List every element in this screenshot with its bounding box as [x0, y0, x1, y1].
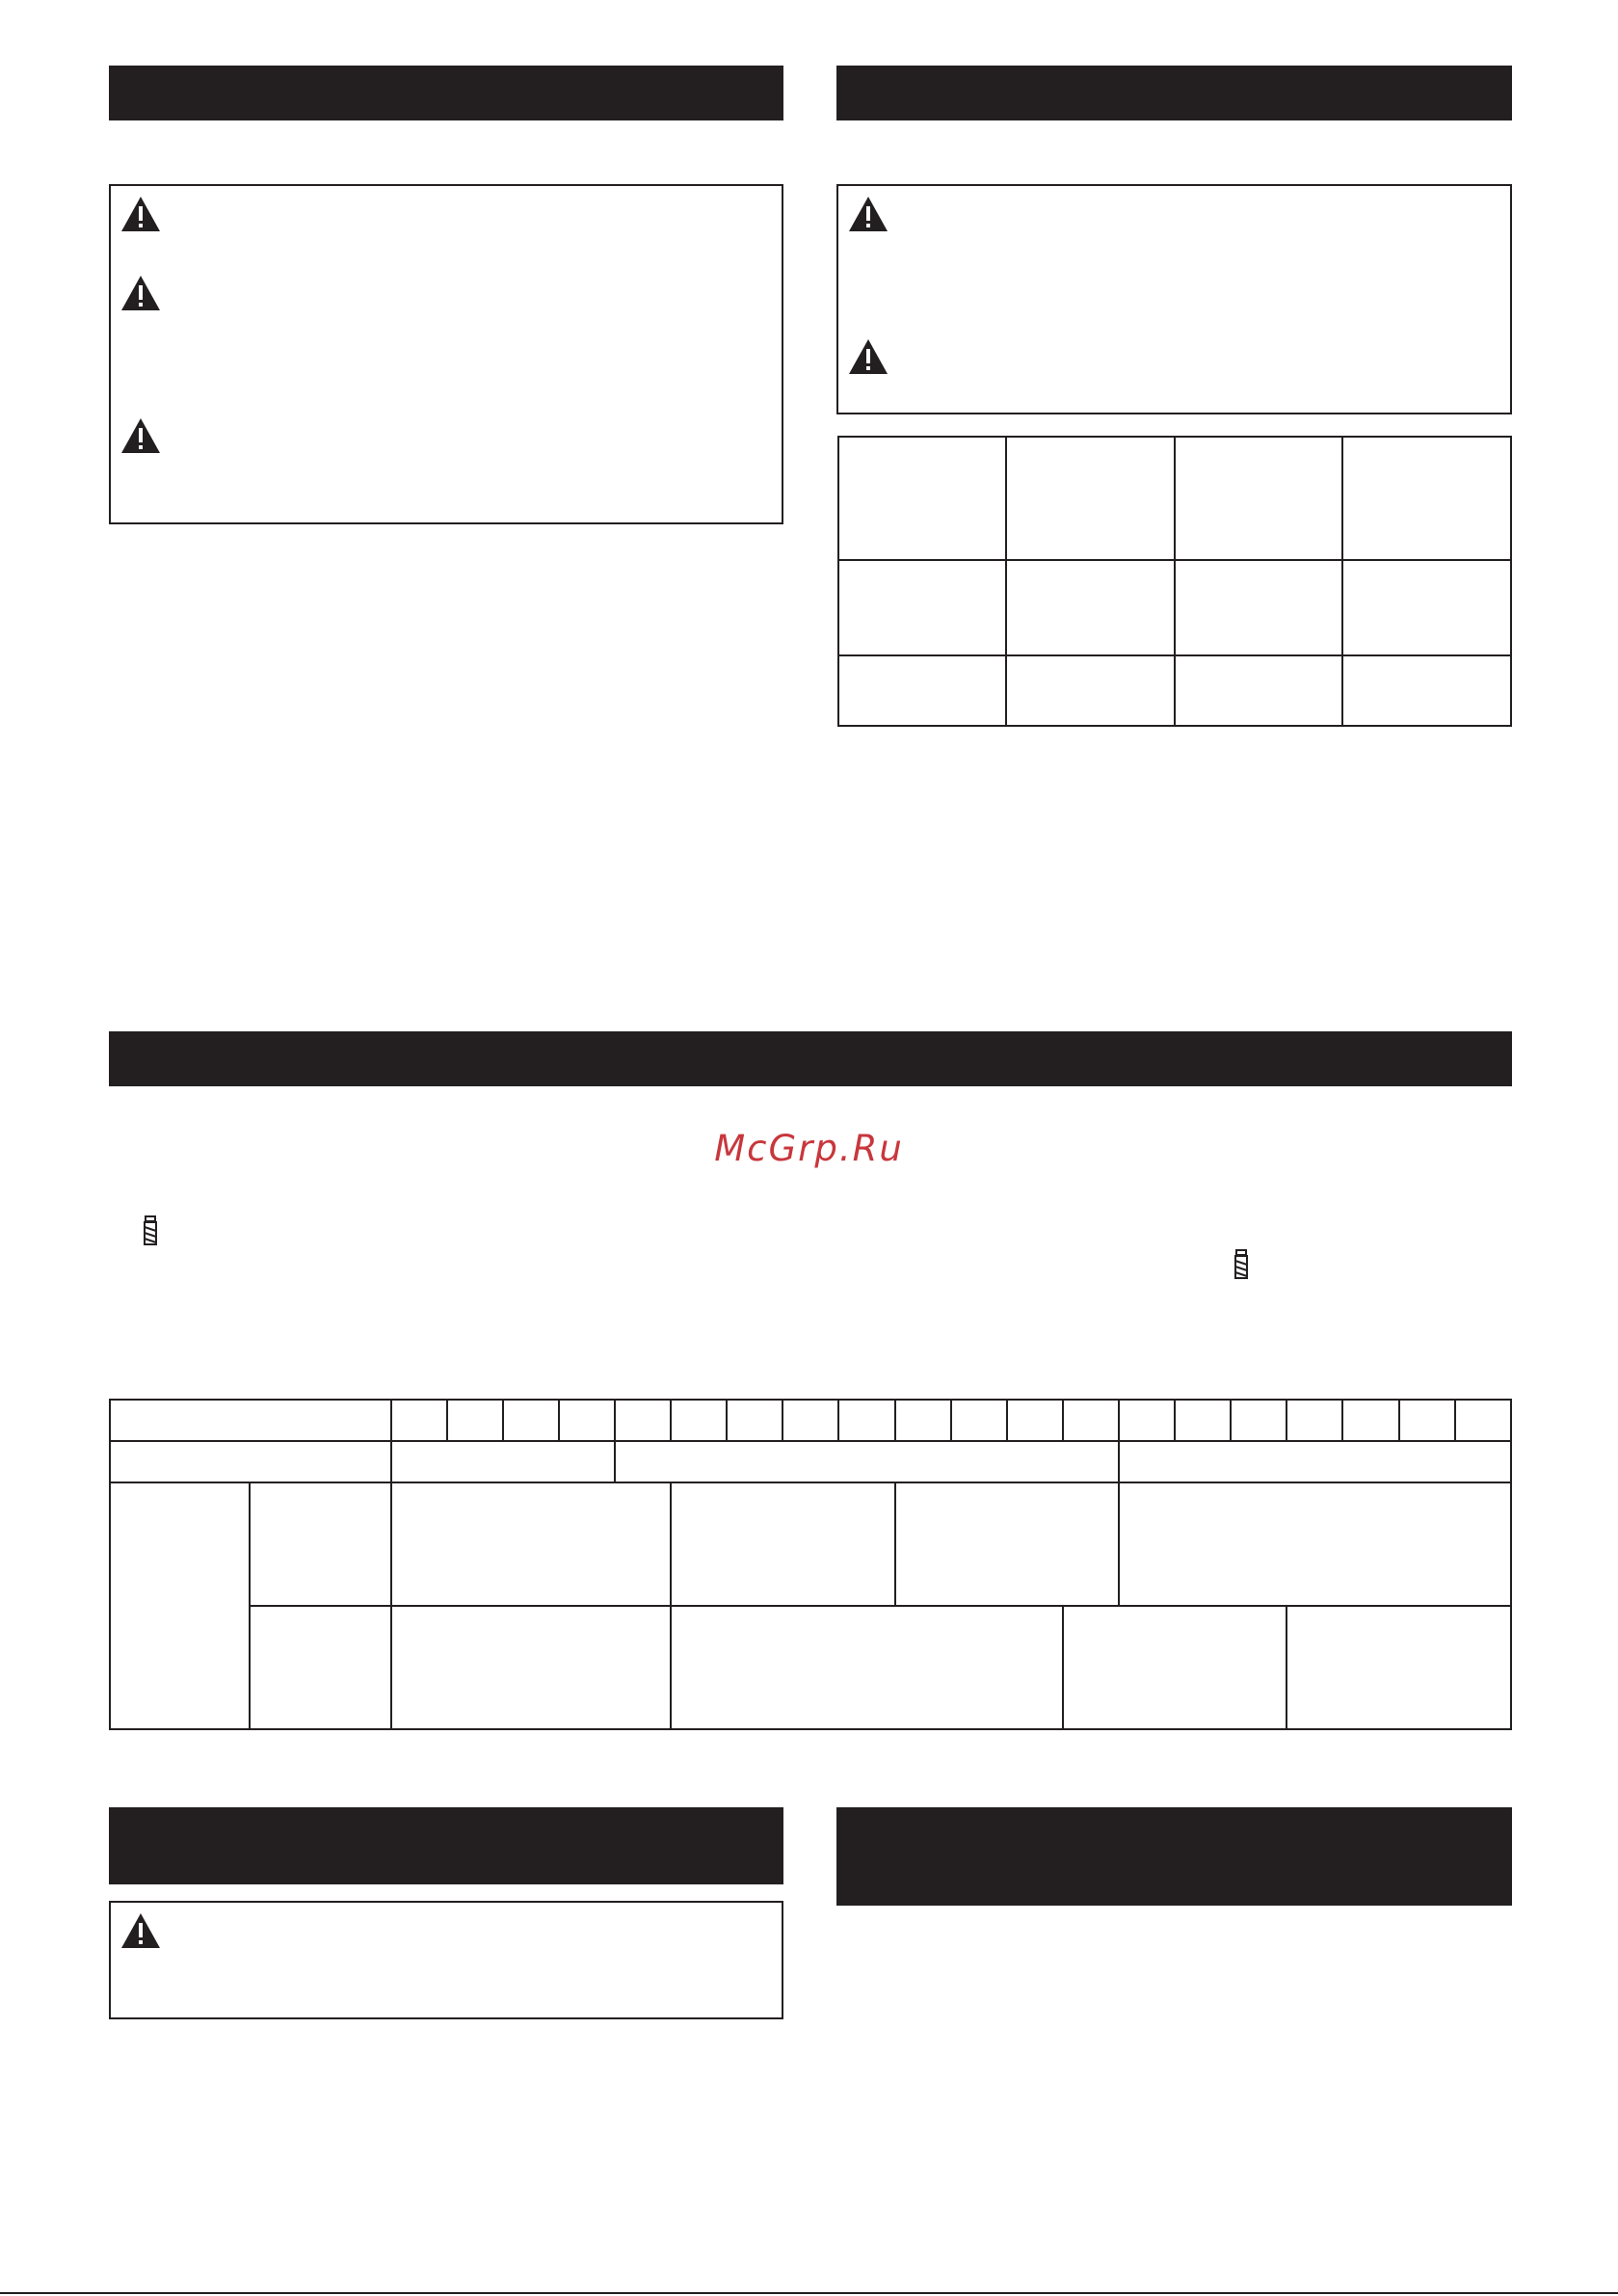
- table-cell: [503, 1400, 559, 1441]
- warning-triangle-icon: [848, 196, 889, 232]
- table-header-cell: [110, 1482, 250, 1729]
- table-cell: [671, 1482, 894, 1606]
- table-cell: [895, 1400, 951, 1441]
- table-cell: [391, 1606, 672, 1729]
- table-cell: [727, 1400, 782, 1441]
- section-header-top-left: [109, 66, 783, 120]
- table-cell: [1342, 437, 1511, 560]
- watermark-label: McGrp.Ru: [714, 1128, 904, 1169]
- section-header-middle: [109, 1031, 1512, 1086]
- table-cell: [1063, 1606, 1286, 1729]
- table-header-cell: [110, 1441, 391, 1482]
- table-cell: [1119, 1441, 1511, 1482]
- section-header-bottom-left: [109, 1807, 783, 1884]
- warning-box-top-left: [109, 184, 783, 524]
- table-cell: [838, 437, 1006, 560]
- table-cell: [391, 1400, 447, 1441]
- warning-triangle-icon: [848, 338, 889, 375]
- specification-table-small: [837, 436, 1512, 727]
- drill-bit-icon: [142, 1215, 159, 1248]
- warning-triangle-icon: [120, 1912, 161, 1949]
- table-cell: [838, 655, 1006, 726]
- table-cell: [1175, 437, 1342, 560]
- table-cell: [671, 1400, 727, 1441]
- table-cell: [782, 1400, 838, 1441]
- warning-box-top-right: [836, 184, 1512, 414]
- table-cell: [615, 1400, 671, 1441]
- table-cell: [1175, 1400, 1231, 1441]
- table-cell: [838, 1400, 894, 1441]
- warning-triangle-icon: [120, 275, 161, 311]
- table-cell: [559, 1400, 615, 1441]
- table-header-cell: [250, 1606, 390, 1729]
- page-bottom-rule: [0, 2292, 1618, 2294]
- table-cell: [1006, 437, 1175, 560]
- watermark-text: [0, 1128, 1618, 1169]
- table-cell: [1175, 560, 1342, 655]
- warning-triangle-icon: [120, 196, 161, 232]
- table-cell: [1286, 1606, 1511, 1729]
- table-cell: [615, 1441, 1119, 1482]
- warning-box-bottom-left: [109, 1901, 783, 2019]
- table-cell: [391, 1482, 672, 1606]
- table-cell: [671, 1606, 1063, 1729]
- warning-triangle-icon: [120, 417, 161, 454]
- table-cell: [838, 560, 1006, 655]
- table-cell: [447, 1400, 503, 1441]
- table-cell: [391, 1441, 615, 1482]
- table-cell: [1119, 1400, 1175, 1441]
- section-header-bottom-right: [836, 1807, 1512, 1906]
- drill-bit-icon: [1233, 1249, 1250, 1282]
- table-cell: [895, 1482, 1119, 1606]
- table-cell: [1342, 655, 1511, 726]
- table-cell: [1063, 1400, 1119, 1441]
- table-cell: [1007, 1400, 1063, 1441]
- table-cell: [1119, 1482, 1511, 1606]
- table-cell: [1399, 1400, 1455, 1441]
- table-cell: [1006, 655, 1175, 726]
- table-header-cell: [250, 1482, 390, 1606]
- section-header-top-right: [836, 66, 1512, 120]
- table-cell: [1175, 655, 1342, 726]
- table-cell: [1006, 560, 1175, 655]
- table-header-cell: [110, 1400, 391, 1441]
- table-cell: [1286, 1400, 1342, 1441]
- speed-settings-table: [109, 1399, 1512, 1730]
- table-cell: [1455, 1400, 1511, 1441]
- table-cell: [951, 1400, 1007, 1441]
- table-cell: [1342, 560, 1511, 655]
- table-cell: [1342, 1400, 1398, 1441]
- table-cell: [1231, 1400, 1286, 1441]
